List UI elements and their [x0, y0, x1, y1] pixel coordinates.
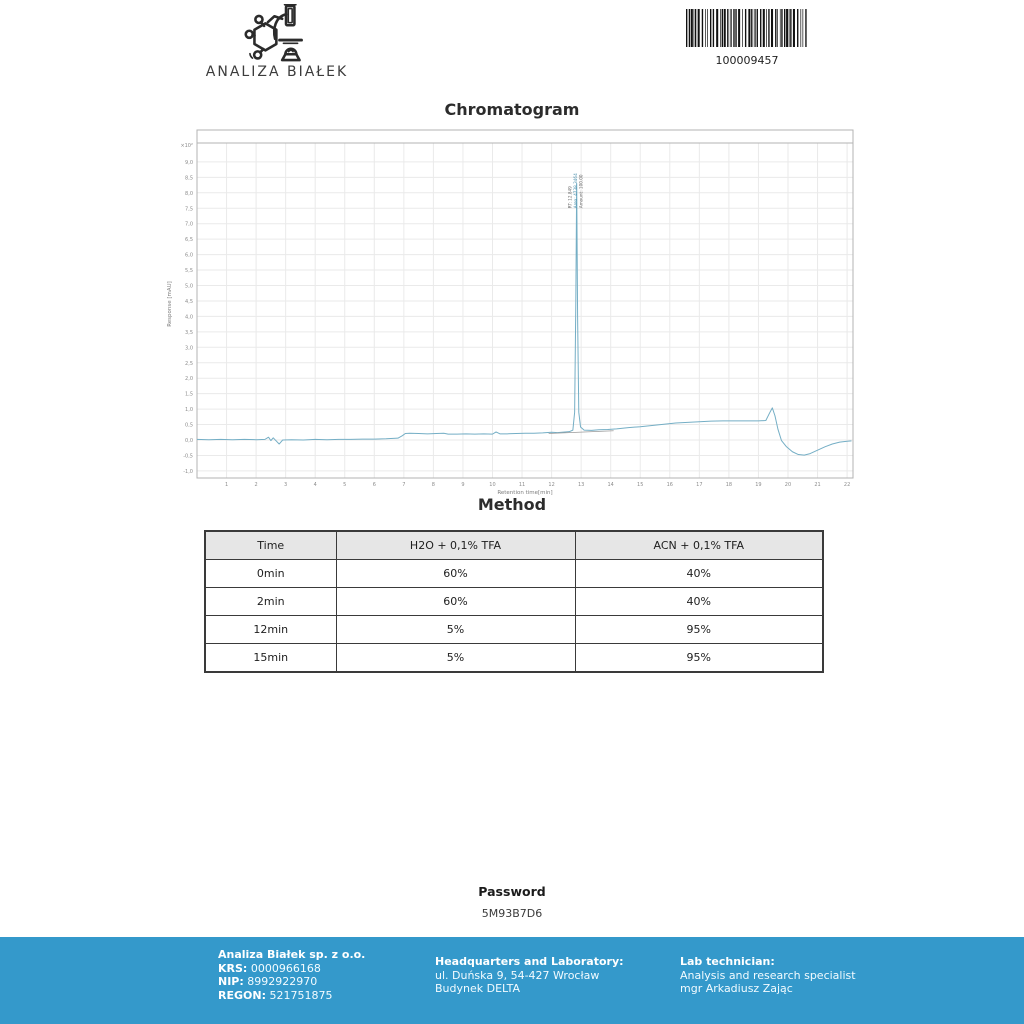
method-title: Method — [477, 495, 547, 514]
method-table-body — [205, 560, 823, 673]
footer-company-name: Analiza Białek sp. z o.o. — [218, 948, 366, 961]
svg-text:3,0: 3,0 — [185, 345, 193, 352]
table-cell: 40% — [575, 588, 823, 616]
table-cell: 5% — [336, 644, 575, 673]
chromatogram-chart — [160, 128, 860, 496]
table-row — [205, 588, 823, 616]
footer-headquarters-column — [435, 955, 624, 996]
table-cell: 2min — [205, 588, 336, 616]
footer-hq-address2: Budynek DELTA — [435, 982, 521, 995]
svg-text:22: 22 — [843, 482, 851, 488]
footer-krs-line: KRS: 0000966168 — [218, 961, 321, 975]
svg-text:8: 8 — [431, 482, 435, 488]
password-section — [0, 884, 1024, 920]
svg-text:0,0: 0,0 — [185, 438, 193, 444]
peak-annotation: Area: 4738.3464 — [573, 173, 579, 209]
svg-text:1,0: 1,0 — [185, 407, 193, 414]
svg-text:9: 9 — [461, 482, 465, 488]
svg-text:1,5: 1,5 — [185, 391, 193, 398]
barcode-number: 100009457 — [715, 54, 779, 67]
footer-tech-role: Analysis and research specialist — [680, 968, 856, 982]
footer-tech-title: Lab technician: — [680, 955, 775, 968]
barcode — [680, 9, 814, 67]
table-cell: 0min — [205, 560, 336, 588]
svg-text:3,5: 3,5 — [185, 329, 193, 336]
footer-tech-name: mgr Arkadiusz Zając — [680, 982, 793, 995]
method-column-header: H2O + 0,1% TFA — [336, 531, 575, 560]
logo — [197, 4, 357, 80]
footer — [0, 937, 1024, 1024]
svg-text:6,5: 6,5 — [185, 237, 193, 244]
logo-text: ANALIZA BIAŁEK — [205, 64, 349, 80]
svg-text:7,0: 7,0 — [185, 221, 193, 228]
svg-text:12: 12 — [548, 482, 555, 488]
molecule-microscope-icon — [236, 4, 318, 62]
svg-text:2,0: 2,0 — [185, 376, 193, 383]
footer-technician-column — [680, 955, 856, 996]
svg-text:×10²: ×10² — [180, 143, 193, 149]
svg-text:16: 16 — [666, 482, 673, 488]
table-cell: 95% — [575, 616, 823, 644]
svg-text:-1,0: -1,0 — [183, 468, 193, 475]
svg-text:5,5: 5,5 — [185, 268, 193, 275]
footer-nip-line: NIP: 8992922970 — [218, 975, 318, 988]
table-row — [205, 644, 823, 673]
svg-text:6: 6 — [372, 482, 376, 488]
svg-text:1: 1 — [224, 482, 229, 488]
svg-text:10: 10 — [489, 482, 496, 488]
svg-text:3: 3 — [284, 482, 288, 488]
footer-company-column — [218, 948, 365, 1002]
svg-text:11: 11 — [518, 482, 526, 488]
peak-annotation: Amount: 100.00 — [578, 174, 584, 209]
svg-text:19: 19 — [755, 482, 762, 488]
peak-annotation: RT: 12.849 — [567, 186, 573, 209]
svg-text:0,5: 0,5 — [185, 422, 193, 429]
svg-text:7,5: 7,5 — [185, 206, 193, 213]
method-table — [204, 530, 824, 673]
barcode-svg — [686, 9, 808, 47]
svg-text:18: 18 — [725, 482, 733, 488]
svg-text:5: 5 — [343, 482, 347, 488]
method-table-header — [205, 531, 823, 560]
footer-regon-line: REGON: 521751875 — [218, 988, 333, 1002]
svg-text:15: 15 — [637, 482, 644, 488]
svg-text:14: 14 — [607, 482, 614, 488]
svg-text:Retention time[min]: Retention time[min] — [497, 490, 553, 496]
series-response — [197, 184, 852, 456]
table-cell: 60% — [336, 588, 575, 616]
table-cell: 95% — [575, 644, 823, 673]
svg-text:5,0: 5,0 — [185, 283, 193, 290]
password-label: Password — [478, 884, 546, 899]
table-cell: 60% — [336, 560, 575, 588]
svg-text:13: 13 — [577, 482, 585, 488]
svg-text:17: 17 — [696, 482, 703, 488]
svg-text:-0,5: -0,5 — [183, 453, 193, 460]
svg-text:6,0: 6,0 — [185, 252, 193, 259]
svg-text:2,5: 2,5 — [185, 360, 193, 367]
method-column-header: ACN + 0,1% TFA — [575, 531, 823, 560]
svg-text:8,5: 8,5 — [185, 175, 193, 182]
svg-text:21: 21 — [814, 482, 821, 488]
table-row — [205, 616, 823, 644]
svg-text:4: 4 — [313, 482, 317, 488]
svg-text:7: 7 — [402, 482, 406, 488]
table-cell: 15min — [205, 644, 336, 673]
footer-hq-title: Headquarters and Laboratory: — [435, 955, 624, 968]
table-row — [205, 560, 823, 588]
table-cell: 5% — [336, 616, 575, 644]
svg-text:9,0: 9,0 — [185, 159, 193, 166]
svg-text:2: 2 — [254, 482, 258, 488]
password-value: 5M93B7D6 — [481, 907, 543, 920]
table-cell: 12min — [205, 616, 336, 644]
method-column-header: Time — [205, 531, 336, 560]
table-cell: 40% — [575, 560, 823, 588]
svg-text:20: 20 — [784, 482, 792, 488]
svg-text:8,0: 8,0 — [185, 190, 193, 197]
chromatogram-title: Chromatogram — [444, 100, 580, 119]
svg-text:4,0: 4,0 — [185, 314, 193, 321]
svg-text:Response [mAU]: Response [mAU] — [167, 281, 173, 327]
chromatogram-svg — [160, 128, 860, 496]
footer-hq-address1: ul. Duńska 9, 54-427 Wrocław — [435, 968, 600, 982]
svg-text:4,5: 4,5 — [185, 298, 193, 305]
